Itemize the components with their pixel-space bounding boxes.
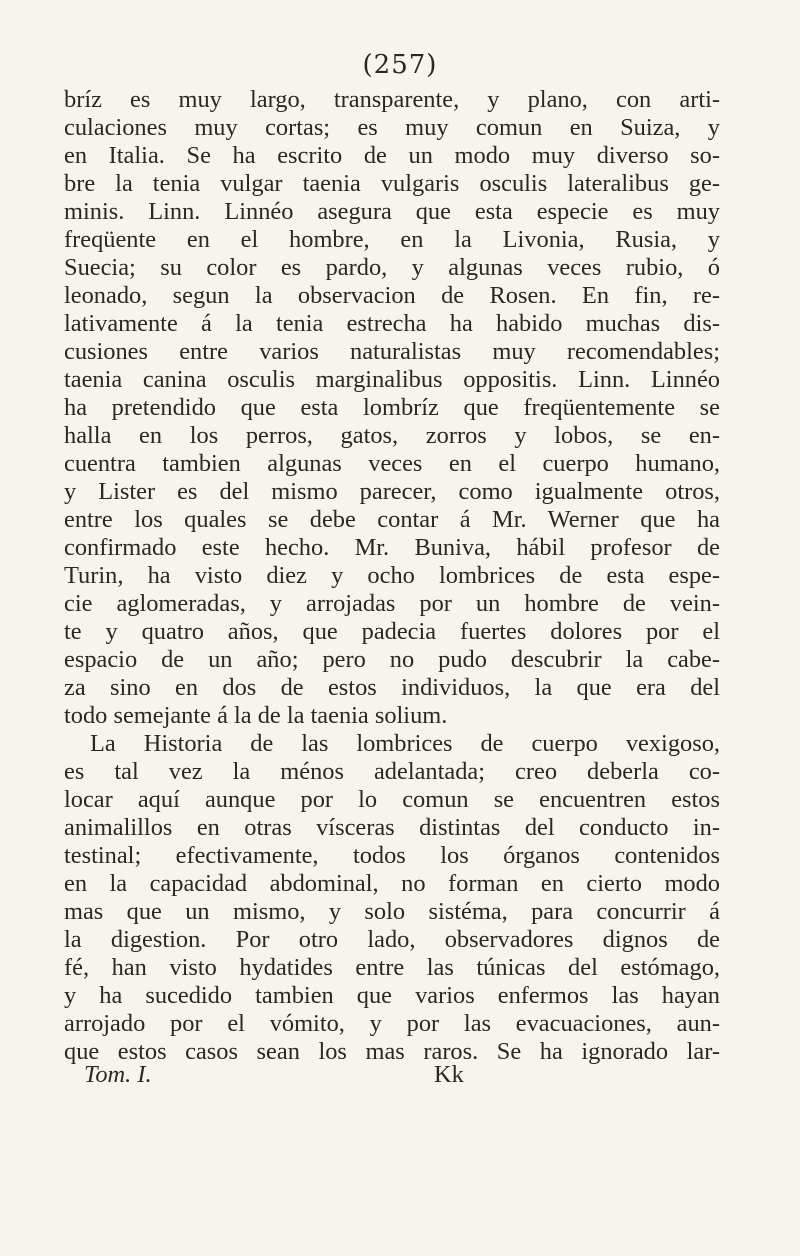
text-line-18: Turin, ha visto diez y ocho lombrices de esta espe- — [64, 562, 720, 589]
text-line-1: bríz es muy largo, transparente, y plano, con arti- — [64, 86, 720, 113]
text-line-13: halla en los perros, gatos, zorros y lobos, se en- — [64, 422, 720, 449]
text-line-29: en la capacidad abdominal, no forman en cierto modo — [64, 870, 720, 897]
text-line-15: y Lister es del mismo parecer, como igualmente otros, — [64, 478, 720, 505]
text-line-19: cie aglomeradas, y arrojadas por un hombre de vein- — [64, 590, 720, 617]
text-line-25: es tal vez la ménos adelantada; creo deberla co- — [64, 758, 720, 785]
body-text — [64, 86, 720, 1066]
signature-mark: Kk — [434, 1061, 464, 1088]
text-line-34: arrojado por el vómito, y por las evacuaciones, aun- — [64, 1010, 720, 1037]
text-line-9: lativamente á la tenia estrecha ha habido muchas dis- — [64, 310, 720, 337]
text-line-31: la digestion. Por otro lado, observadores dignos de — [64, 926, 720, 953]
text-line-30: mas que un mismo, y solo sistéma, para concurrir á — [64, 898, 720, 925]
text-line-3: en Italia. Se ha escrito de un modo muy diverso so- — [64, 142, 720, 169]
text-line-4: bre la tenia vulgar taenia vulgaris osculis lateralibus ge- — [64, 170, 720, 197]
page-number: (257) — [362, 50, 438, 80]
text-line-33: y ha sucedido tambien que varios enfermos las hayan — [64, 982, 720, 1009]
text-line-24: La Historia de las lombrices de cuerpo vexigoso, — [90, 730, 720, 757]
text-line-16: entre los quales se debe contar á Mr. Werner que ha — [64, 506, 720, 533]
text-line-26: locar aquí aunque por lo comun se encuentren estos — [64, 786, 720, 813]
text-line-22: za sino en dos de estos individuos, la que era del — [64, 674, 720, 701]
text-line-11: taenia canina osculis marginalibus oppositis. Linn. Linnéo — [64, 366, 720, 393]
text-line-21: espacio de un año; pero no pudo descubrir la cabe- — [64, 646, 720, 673]
text-line-32: fé, han visto hydatides entre las túnicas del estómago, — [64, 954, 720, 981]
text-line-2: culaciones muy cortas; es muy comun en Suiza, y — [64, 114, 720, 141]
text-line-8: leonado, segun la observacion de Rosen. En fin, re- — [64, 282, 720, 309]
text-line-10: cusiones entre varios naturalistas muy recomendables; — [64, 338, 720, 365]
text-line-7: Suecia; su color es pardo, y algunas veces rubio, ó — [64, 254, 720, 281]
text-line-23: todo semejante á la de la taenia solium. — [64, 702, 448, 729]
volume-label: Tom. I. — [84, 1061, 152, 1088]
text-line-27: animalillos en otras vísceras distintas del conducto in- — [64, 814, 720, 841]
text-line-35: que estos casos sean los mas raros. Se ha ignorado lar- — [64, 1038, 720, 1065]
text-line-17: confirmado este hecho. Mr. Buniva, hábil profesor de — [64, 534, 720, 561]
text-line-14: cuentra tambien algunas veces en el cuerpo humano, — [64, 450, 720, 477]
text-line-12: ha pretendido que esta lombríz que freqüentemente se — [64, 394, 720, 421]
text-line-20: te y quatro años, que padecia fuertes dolores por el — [64, 618, 720, 645]
text-line-5: minis. Linn. Linnéo asegura que esta especie es muy — [64, 198, 720, 225]
text-line-6: freqüente en el hombre, en la Livonia, Rusia, y — [64, 226, 720, 253]
text-line-28: testinal; efectivamente, todos los órganos contenidos — [64, 842, 720, 869]
